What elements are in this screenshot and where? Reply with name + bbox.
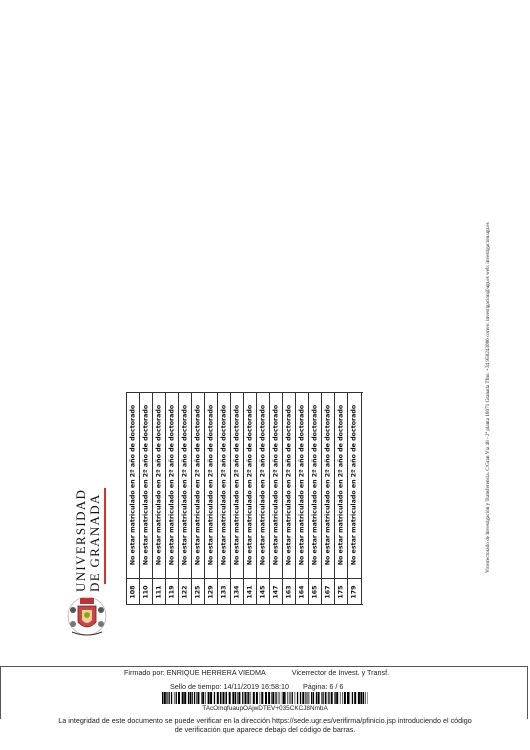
- barcode-bar: [237, 692, 238, 704]
- status-cell: [335, 392, 348, 578]
- barcode-bar: [290, 692, 291, 704]
- code-text: 133: [220, 585, 228, 599]
- barcode-bar: [253, 692, 255, 704]
- status-text: No estar matriculado en 2º año de doctorado: [259, 404, 267, 566]
- code-cell: [322, 578, 335, 605]
- code-text: 145: [259, 585, 267, 599]
- status-cell: [244, 392, 257, 578]
- signer-position: Vicerrector de Invest. y Transf.: [291, 668, 390, 677]
- barcode-bar: [208, 692, 210, 704]
- code-text: 165: [311, 585, 319, 599]
- barcode-bar: [307, 692, 308, 704]
- barcode-bar: [352, 692, 353, 704]
- table-row: [152, 392, 166, 605]
- barcode-bar: [363, 692, 364, 704]
- code-cell: [244, 578, 257, 605]
- barcode-bar: [331, 692, 333, 704]
- code-cell: [153, 578, 166, 605]
- verification-code: TAcOmqfuaupOAjwDTEV+035CKCJ8NmbA: [202, 705, 328, 712]
- status-text: No estar matriculado en 2º año de doctorado: [272, 404, 280, 566]
- barcode-bar: [256, 692, 258, 704]
- barcode-bar: [295, 692, 296, 704]
- integrity-line-2: de verificación que aparece debajo del código de barras.: [174, 725, 356, 734]
- barcode-bar: [223, 692, 224, 704]
- barcode-bar: [222, 692, 223, 704]
- code-cell: [179, 578, 192, 605]
- status-cell: [296, 392, 309, 578]
- table-row: [334, 392, 348, 605]
- barcode-bar: [354, 692, 356, 704]
- code-text: 122: [181, 585, 189, 599]
- letterhead-side-text: Vicerrectorado de Investigación y Transferencia. C/Gran Vía 48 - 2ª planta 18071 Granada Tfno. +34 958243086 correo: investigacion@ugr.es web: investigacion.ugr.es: [485, 222, 491, 573]
- code-cell: [218, 578, 231, 605]
- status-cell: [127, 392, 140, 578]
- university-line1: UNIVERSIDAD: [73, 488, 88, 592]
- barcode-bar: [247, 692, 248, 704]
- barcode-bar: [197, 692, 199, 704]
- code-text: 167: [324, 585, 332, 599]
- code-text: 163: [285, 585, 293, 599]
- code-cell: [348, 578, 361, 605]
- barcode-bar: [287, 692, 288, 704]
- table-row: [256, 392, 270, 605]
- barcode-bar: [336, 692, 338, 704]
- code-text: 175: [337, 585, 345, 599]
- barcode-bar: [226, 692, 227, 704]
- table-row: [204, 392, 218, 605]
- university-line2: DE GRANADA: [87, 493, 102, 592]
- status-cell: [231, 392, 244, 578]
- code-cell: [257, 578, 270, 605]
- barcode-bar: [278, 692, 279, 704]
- barcode-bar: [297, 692, 298, 704]
- barcode-bar: [196, 692, 197, 704]
- code-cell: [166, 578, 179, 605]
- table-row: [321, 392, 335, 605]
- status-text: No estar matriculado en 2º año de doctorado: [194, 404, 202, 566]
- barcode-bar: [169, 692, 170, 704]
- table-row: [126, 392, 140, 605]
- status-text: No estar matriculado en 2º año de doctorado: [337, 404, 345, 566]
- page-number: Página: 6 / 6: [302, 682, 344, 691]
- university-name: [74, 488, 104, 592]
- barcode-bar: [340, 692, 341, 704]
- code-cell: [205, 578, 218, 605]
- barcode-bar: [188, 692, 189, 704]
- barcode-bar: [174, 692, 175, 704]
- barcode-bar: [342, 692, 343, 704]
- barcode-bar: [242, 692, 243, 704]
- barcode-bar: [334, 692, 335, 704]
- barcode-bar: [164, 692, 166, 704]
- code-cell: [296, 578, 309, 605]
- status-text: No estar matriculado en 2º año de doctorado: [168, 404, 176, 566]
- rotated-table: [126, 392, 363, 605]
- integrity-note: [0, 716, 530, 734]
- barcode-bar: [300, 692, 301, 704]
- barcode-bar: [309, 692, 310, 704]
- code-text: 179: [350, 585, 358, 599]
- code-cell: [140, 578, 153, 605]
- status-text: No estar matriculado en 2º año de doctorado: [207, 404, 215, 566]
- table-row: [269, 392, 283, 605]
- barcode-bar: [360, 692, 362, 704]
- code-text: 119: [168, 585, 176, 599]
- status-cell: [283, 392, 296, 578]
- barcode-icon: [162, 692, 368, 704]
- barcode-bar: [322, 692, 323, 704]
- barcode-bar: [261, 692, 263, 704]
- barcode-bar: [190, 692, 191, 704]
- code-cell: [231, 578, 244, 605]
- barcode-bar: [202, 692, 204, 704]
- barcode-bar: [321, 692, 322, 704]
- code-cell: [127, 578, 140, 605]
- status-text: No estar matriculado en 2º año de doctorado: [155, 404, 163, 566]
- barcode-bar: [167, 692, 168, 704]
- barcode-bar: [327, 692, 328, 704]
- barcode-bar: [162, 692, 163, 704]
- barcode-bar: [358, 692, 360, 704]
- status-cell: [140, 392, 153, 578]
- status-cell: [153, 392, 166, 578]
- status-text: No estar matriculado en 2º año de doctorado: [311, 404, 319, 566]
- table-row: [217, 392, 231, 605]
- table-row: [139, 392, 153, 605]
- barcode-bar: [205, 692, 206, 704]
- barcode-bar: [214, 692, 215, 704]
- barcode-bar: [272, 692, 274, 704]
- university-crest-icon: [64, 592, 110, 638]
- barcode-bar: [182, 692, 184, 704]
- barcode-bar: [285, 692, 286, 704]
- status-text: No estar matriculado en 2º año de doctorado: [285, 404, 293, 566]
- barcode-bar: [282, 692, 283, 704]
- barcode-bar: [178, 692, 180, 704]
- barcode-bar: [232, 692, 234, 704]
- barcode-bar: [176, 692, 177, 704]
- status-cell: [192, 392, 205, 578]
- status-text: No estar matriculado en 2º año de doctorado: [142, 404, 150, 566]
- table-row: [178, 392, 192, 605]
- stamp-line: [170, 682, 343, 691]
- status-text: No estar matriculado en 2º año de doctorado: [220, 404, 228, 566]
- code-cell: [283, 578, 296, 605]
- code-cell: [192, 578, 205, 605]
- status-cell: [348, 392, 361, 578]
- code-text: 125: [194, 585, 202, 599]
- barcode-bar: [268, 692, 270, 704]
- status-text: No estar matriculado en 2º año de doctorado: [129, 404, 137, 566]
- code-cell: [270, 578, 283, 605]
- code-text: 110: [142, 585, 150, 599]
- brand-divider: [104, 488, 106, 584]
- code-text: 141: [246, 585, 254, 599]
- barcode-bar: [166, 692, 167, 704]
- table-row: [308, 392, 322, 605]
- code-text: 108: [129, 585, 137, 599]
- barcode-bar: [347, 692, 349, 704]
- barcode-bar: [292, 692, 293, 704]
- barcode-bar: [302, 692, 304, 704]
- code-text: 134: [233, 585, 241, 599]
- barcode-bar: [220, 692, 221, 704]
- code-cell: [309, 578, 322, 605]
- table-row: [295, 392, 309, 605]
- status-cell: [205, 392, 218, 578]
- status-cell: [218, 392, 231, 578]
- barcode-bar: [350, 692, 351, 704]
- barcode-bar: [238, 692, 240, 704]
- barcode-bar: [217, 692, 219, 704]
- barcode-bar: [289, 692, 290, 704]
- table-row: [230, 392, 244, 605]
- barcode-bar: [245, 692, 247, 704]
- barcode-bar: [194, 692, 195, 704]
- barcode-bar: [184, 692, 186, 704]
- signer-line: [124, 668, 389, 677]
- barcode-bar: [248, 692, 249, 704]
- barcode-bar: [192, 692, 193, 704]
- barcode-bar: [325, 692, 326, 704]
- timestamp: Sello de tiempo: 14/11/2019 16:58:10: [170, 682, 289, 691]
- status-cell: [309, 392, 322, 578]
- status-text: No estar matriculado en 2º año de doctorado: [246, 404, 254, 566]
- integrity-line-1: La integridad de este documento se puede verificar en la dirección https://sede.ugr.es/verifirma/pfinicio.jsp introduciendo el código: [58, 716, 472, 725]
- barcode-bar: [201, 692, 202, 704]
- table-row: [243, 392, 257, 605]
- status-text: No estar matriculado en 2º año de doctorado: [350, 404, 358, 566]
- code-text: 129: [207, 585, 215, 599]
- status-text: No estar matriculado en 2º año de doctorado: [298, 404, 306, 566]
- barcode-bar: [171, 692, 172, 704]
- status-text: No estar matriculado en 2º año de doctorado: [181, 404, 189, 566]
- barcode-bar: [265, 692, 267, 704]
- table-row: [347, 392, 362, 605]
- barcode-bar: [328, 692, 329, 704]
- barcode-bar: [251, 692, 252, 704]
- status-text: No estar matriculado en 2º año de doctorado: [233, 404, 241, 566]
- table-row: [191, 392, 205, 605]
- status-cell: [257, 392, 270, 578]
- barcode-bar: [229, 692, 231, 704]
- code-text: 164: [298, 585, 306, 599]
- code-text: 147: [272, 585, 280, 599]
- signer-name: Firmado por: ENRIQUE HERRERA VIEDMA: [124, 668, 266, 677]
- code-text: 111: [155, 585, 163, 599]
- code-cell: [335, 578, 348, 605]
- barcode-bar: [275, 692, 276, 704]
- barcode-bar: [225, 692, 226, 704]
- barcode-bar: [308, 692, 309, 704]
- barcode-bar: [235, 692, 236, 704]
- barcode-bar: [271, 692, 272, 704]
- barcode-bar: [313, 692, 314, 704]
- status-cell: [166, 392, 179, 578]
- status-cell: [270, 392, 283, 578]
- barcode-bar: [365, 692, 366, 704]
- barcode-bar: [260, 692, 261, 704]
- barcode-bar: [344, 692, 346, 704]
- barcode-bar: [210, 692, 212, 704]
- barcode-bar: [280, 692, 281, 704]
- status-cell: [322, 392, 335, 578]
- table-row: [282, 392, 296, 605]
- barcode-bar: [305, 692, 306, 704]
- barcode-bar: [283, 692, 285, 704]
- barcode-bar: [311, 692, 312, 704]
- barcode-bar: [318, 692, 320, 704]
- table-row: [165, 392, 179, 605]
- barcode-bar: [316, 692, 317, 704]
- status-cell: [179, 392, 192, 578]
- status-text: No estar matriculado en 2º año de doctorado: [324, 404, 332, 566]
